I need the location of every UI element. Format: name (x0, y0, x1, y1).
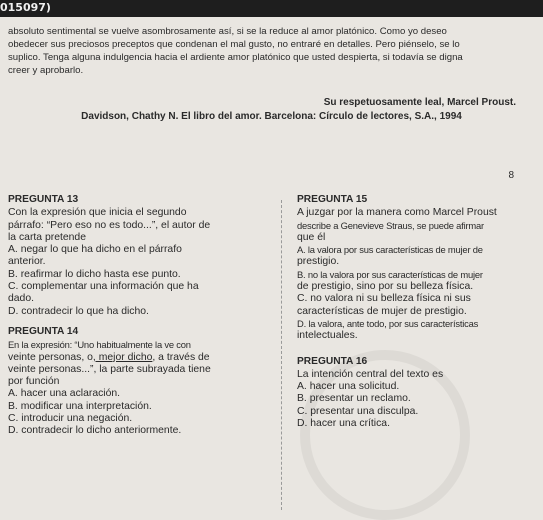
top-bar (0, 0, 543, 17)
letter-line: creer y aprobarlo. (8, 65, 84, 76)
option-d[interactable]: D. contradecir lo que ha dicho. (8, 305, 149, 317)
question-stem-line: por función (8, 376, 60, 388)
question-stem-line: En la expresión: “Uno habitualmente la ve con (8, 339, 191, 351)
option-b-continued[interactable]: de prestigio, sino por su belleza física. (297, 281, 474, 293)
option-a-continued[interactable]: prestigio. (297, 256, 340, 268)
question-title: PREGUNTA 16 (297, 355, 368, 367)
option-c-continued[interactable]: características de mujer de prestigio. (297, 305, 467, 317)
spacer (8, 318, 274, 326)
option-a[interactable]: A. hacer una solicitud. (297, 381, 400, 393)
option-b[interactable]: B. modificar una interpretación. (8, 400, 152, 412)
question-title: PREGUNTA 14 (8, 325, 79, 337)
option-d[interactable]: D. la valora, ante todo, por sus características (297, 317, 479, 329)
question-14 (8, 326, 274, 438)
stem-text: veinte personas, o (8, 351, 93, 363)
right-column (297, 194, 533, 430)
option-a[interactable]: A. negar lo que ha dicho en el párrafo (8, 244, 182, 256)
question-16 (297, 356, 533, 431)
question-title: PREGUNTA 15 (297, 194, 368, 205)
question-stem-line: la carta pretende (8, 231, 86, 243)
letter-signoff: Su respetuosamente leal, Marcel Proust. (323, 97, 516, 108)
letter-line: obedecer sus preciosos preceptos que condenan el mal gusto, no entraré en detalles. Pero piénselo, se lo (8, 39, 460, 50)
header-fragment: 015097) (0, 1, 51, 14)
option-c[interactable]: C. introducir una negación. (8, 413, 133, 425)
option-a[interactable]: A. hacer una aclaración. (8, 388, 121, 400)
spacer (297, 343, 533, 356)
stem-text: , a través de (152, 351, 210, 363)
left-column (8, 194, 274, 438)
option-c-continued[interactable]: dado. (8, 293, 35, 305)
question-15 (297, 194, 533, 343)
letter-line: absoluto sentimental se vuelve asombrosamente así, si se la reduce al amor platónico. Como yo deseo (8, 26, 447, 37)
question-stem-line: párrafo: “Pero eso no es todo...”, el autor de (8, 219, 211, 231)
question-stem-line: A juzgar por la manera como Marcel Proust (297, 207, 497, 219)
option-c[interactable]: C. complementar una información que ha (8, 281, 199, 293)
column-divider (281, 200, 282, 510)
bibliographic-reference: Davidson, Chathy N. El libro del amor. Barcelona: Círculo de lectores, S.A., 1994 (81, 111, 462, 122)
option-b[interactable]: B. reafirmar lo dicho hasta ese punto. (8, 268, 181, 280)
option-d-continued[interactable]: intelectuales. (297, 330, 358, 342)
stem-text: Con la expresión que inicia el segundo (8, 207, 187, 219)
option-c[interactable]: C. no valora ni su belleza física ni sus (297, 293, 471, 305)
option-a[interactable]: A. la valora por sus características de mujer de (297, 244, 483, 256)
question-stem-line (8, 207, 274, 219)
question-title: PREGUNTA 13 (8, 194, 79, 205)
option-a-continued[interactable]: anterior. (8, 256, 46, 268)
question-stem-line: veinte personas...”, la parte subrayada tiene (8, 363, 211, 375)
option-d[interactable]: D. hacer una crítica. (297, 418, 390, 430)
letter-line: suplico. Tenga alguna indulgencia hacia el ardiente amor platónico que usted despierta, si todavía se digna (8, 52, 463, 63)
letter-excerpt (8, 25, 528, 77)
option-b[interactable]: B. no la valora por sus características de mujer (297, 268, 483, 280)
option-b[interactable]: B. presentar un reclamo. (297, 393, 411, 405)
question-stem-line: describe a Genevieve Straus, se puede afirmar (297, 219, 484, 231)
page-number: 8 (508, 170, 514, 181)
question-stem-line: La intención central del texto es (297, 368, 444, 380)
question-13 (8, 194, 274, 318)
question-stem-line: que él (297, 231, 326, 243)
question-stem-line (8, 352, 274, 364)
option-d[interactable]: D. contradecir lo dicho anteriormente. (8, 425, 182, 437)
option-c[interactable]: C. presentar una disculpa. (297, 405, 419, 417)
underlined-phrase: , mejor dicho (92, 351, 153, 363)
